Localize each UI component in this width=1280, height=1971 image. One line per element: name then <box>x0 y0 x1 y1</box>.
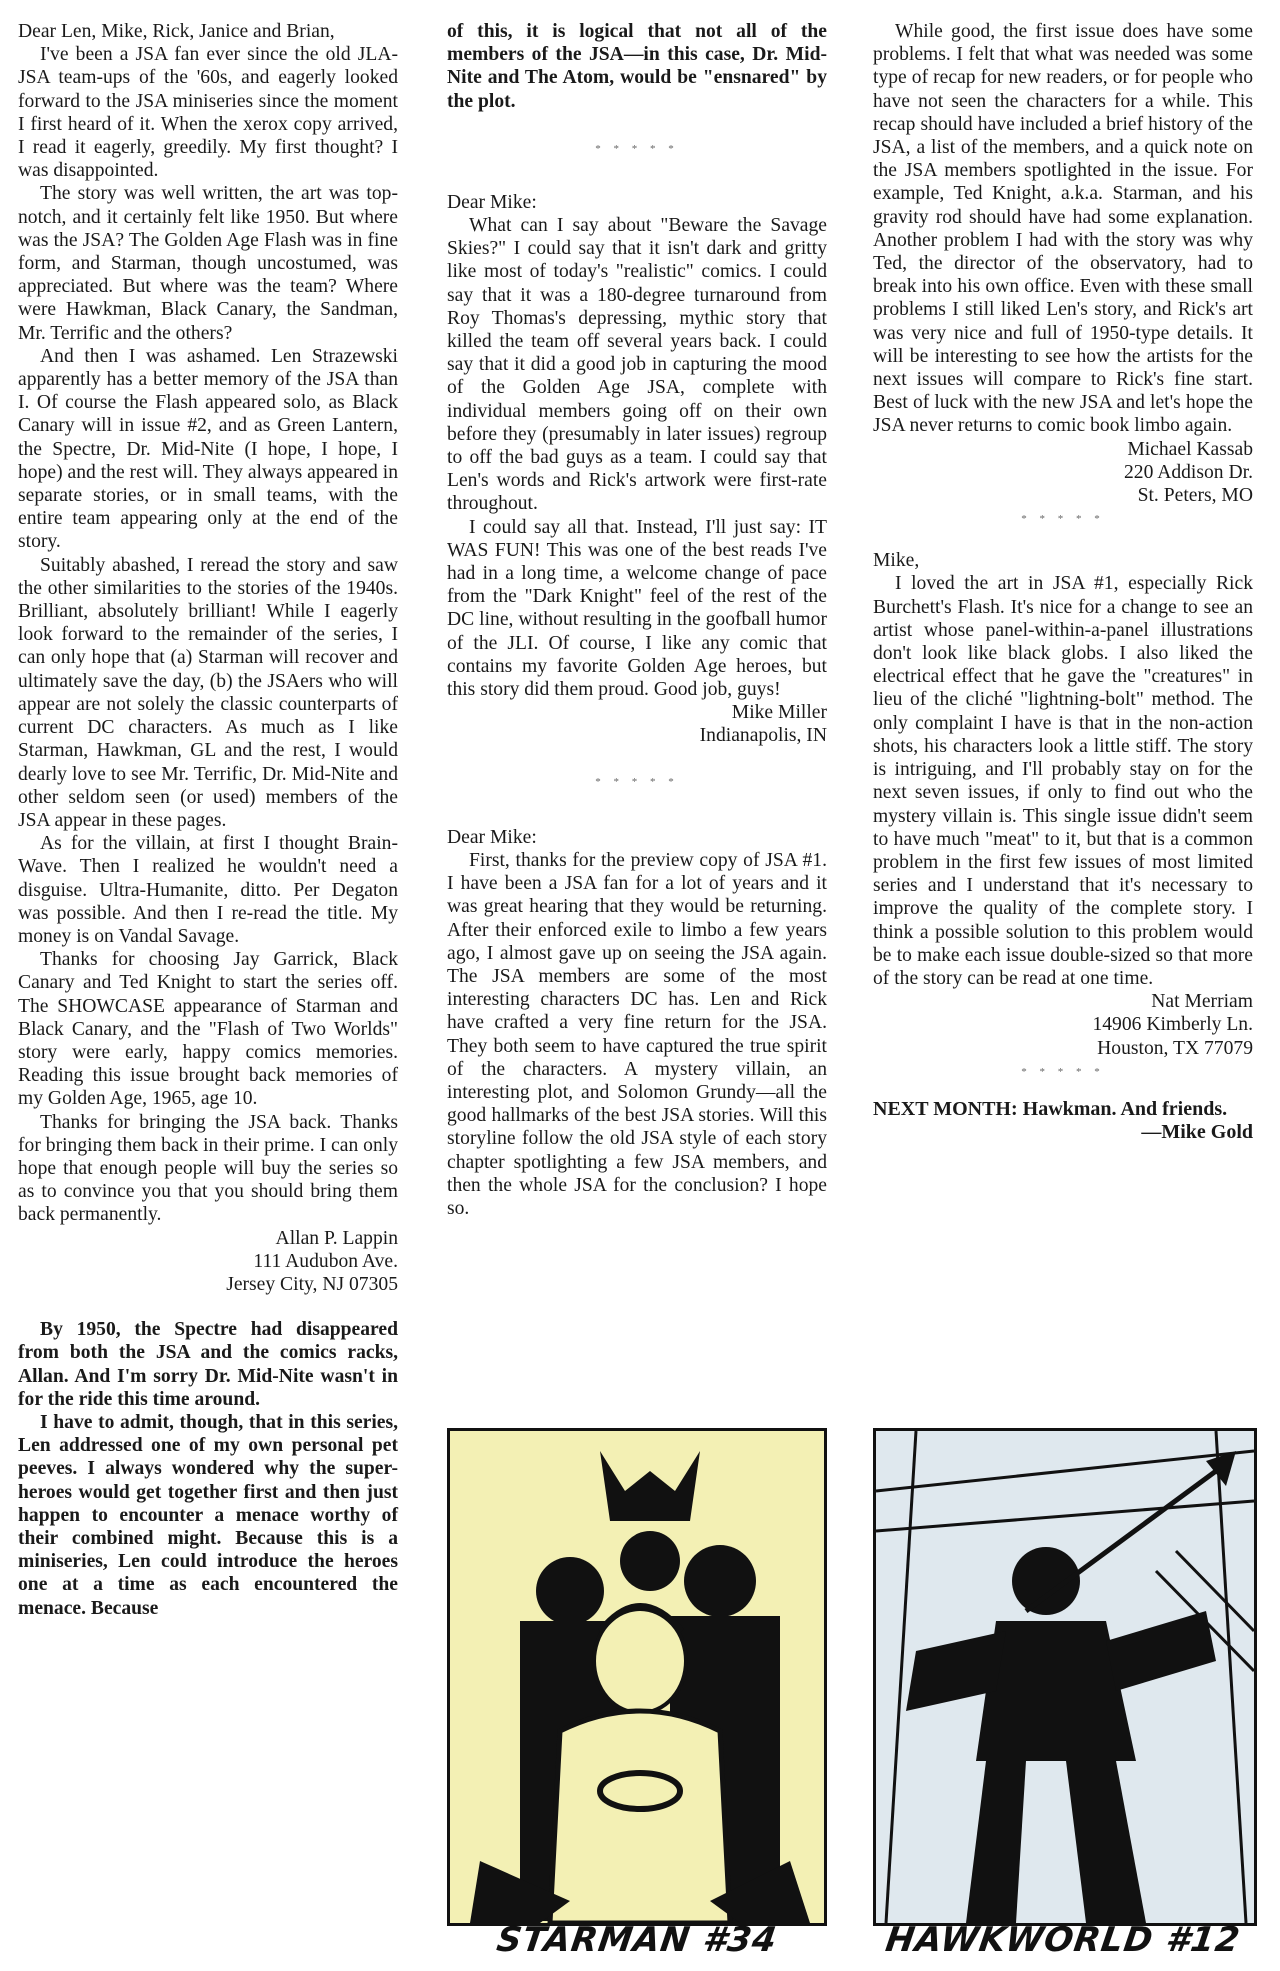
letter4-signature-address: 14906 Kimberly Ln. <box>1092 1014 1253 1036</box>
letter3-signature-name: Michael Kassab <box>1127 438 1253 460</box>
letter1-paragraph: Thanks for choosing Jay Garrick, Black Canary and Ted Knight to start the series off. The SHOWCASE appearance of Starman and Black Canary, and the "Flash of Two Worlds" story were early, happy comics memories. Reading this issue brought back memories of my Golden Age, 1965, age 10. <box>18 949 398 1110</box>
letter2-paragraph: What can I say about "Beware the Savage Skies?" I could say that it isn't dark and gritty like most of today's "realistic" comics. I could say that it was a 180-degree turnaround from Roy Thomas's depressing, mythic story that killed the team off several years back. I could say that it did a good job in capturing the mood of the Golden Age JSA, complete with individual members going off on their own before they (presumably in later issues) regroup to off the bad guys as a team. I could say that Len's words and Rick's artwork were first-rate throughout. <box>447 215 827 515</box>
starman-illustration <box>450 1431 824 1923</box>
section-divider: * * * * * <box>1021 1065 1105 1078</box>
letter3-paragraph-continued: While good, the first issue does have some problems. I felt that what was needed was some type of recap for new readers, or for people who have not seen the characters for a while. This recap should have included a brief history of the JSA, a list of the members, and a quick note on the JSA members spotlighted in the issue. For example, Ted Knight, a.k.a. Starman, and his gravity rod should have had some explanation. Another problem I had with the story was why Ted, the director of the observatory, had to break into his own office. Even with these small problems I still liked Len's story, and Rick's art was very nice and full of 1950-type details. It will be interesting to see how the artists for the next issues will compare to Rick's fine start. Best of luck with the new JSA and let's hope the JSA never returns to comic book limbo again. <box>873 21 1253 437</box>
letter1-signature-address: 111 Audubon Ave. <box>253 1250 398 1272</box>
starman-cover-art <box>447 1428 827 1926</box>
editor-reply: By 1950, the Spectre had disappeared from both the JSA and the comics racks, Allan. And I'm sorry Dr. Mid-Nite wasn't in for the ride this time around. <box>18 1319 398 1410</box>
letter3-signature-city: St. Peters, MO <box>1137 485 1253 507</box>
letter1-paragraph: Thanks for bringing the JSA back. Thanks for bringing them back in their prime. I can only hope that enough people will buy the series so as to convince you that you should bring them back permanently. <box>18 1111 398 1226</box>
letter1-signature-city: Jersey City, NJ 07305 <box>226 1273 398 1295</box>
letter1-paragraph: And then I was ashamed. Len Strazewski apparently has a better memory of the JSA than I. Of course the Flash appeared solo, as Black Canary will in issue #2, and as Green Lantern, the Spectre, Dr. Mid-Nite (I hope, I hope, I hope) and the rest will. They always appeared in separate stories, or in small teams, with the entire team appearing only at the end of the story. <box>18 345 398 553</box>
next-month-announcement: NEXT MONTH: Hawkman. And friends. <box>873 1097 1228 1120</box>
section-divider: * * * * * <box>595 142 679 155</box>
letters-column-3 <box>873 20 1253 1144</box>
letter2-salutation: Dear Mike: <box>447 191 537 213</box>
letter4-paragraph: I loved the art in JSA #1, especially Rick Burchett's Flash. It's nice for a change to see an artist whose panel-within-a-panel illustrations don't look like black globs. I also liked the electrical effect that he gave the "creatures" in lieu of the cliché "lightning-bolt" method. The only complaint I have is that in the non-action shots, his characters look a little stiff. The story is intriguing, and I'll probably stay on for the next seven issues, if only to find out who the mystery villain is. This single issue didn't seem to have much "meat" to it, but that is a common problem in the first few issues of most limited series and I understand that it's necessary to improve the quality of the complete story. I think a possible solution to this problem would be to make each issue double-sized so that more of the story can be read at one time. <box>873 573 1253 989</box>
hawkworld-cover-art <box>873 1428 1257 1926</box>
letter3-signature-address: 220 Addison Dr. <box>1123 461 1253 483</box>
starman-caption: STARMAN #34 <box>494 1920 780 1960</box>
letter1-salutation: Dear Len, Mike, Rick, Janice and Brian, <box>18 21 335 42</box>
letter1-paragraph: As for the villain, at first I thought Brain-Wave. Then I realized he wouldn't need a disguise. Ultra-Humanite, ditto. Per Degaton was possible. And then I re-read the title. My money is on Vandal Savage. <box>18 833 398 947</box>
hawkworld-caption: HAWKWORLD #12 <box>883 1920 1243 1960</box>
letter4-salutation: Mike, <box>873 550 920 572</box>
letter2-paragraph: I could say all that. Instead, I'll just say: IT WAS FUN! This was one of the best reads I've had in a long time, a welcome change of pace from the "Dark Knight" feel of the rest of the DC line, without resulting in the goofball humor of the JLI. Of course, I like any comic that contains my favorite Golden Age heroes, but this story did them proud. Good job, guys! <box>447 516 827 701</box>
letter1-paragraph: Suitably abashed, I reread the story and saw the other similarities to the stories of the 1940s. Brilliant, absolutely brilliant! While I eagerly look forward to the remainder of the series, I can only hope that (a) Starman will recover and ultimately save the day, (b) the JSAers who will appear are not solely the classic counterparts of current DC characters. As much as I like Starman, Hawkman, GL and the rest, I would dearly love to see Mr. Terrific, Dr. Mid-Nite and other seldom seen (or used) members of the JSA appear in these pages. <box>18 554 398 831</box>
letter4-signature-city: Houston, TX 77079 <box>1097 1037 1253 1059</box>
letter2-signature-name: Mike Miller <box>731 702 827 724</box>
section-divider: * * * * * <box>1021 513 1105 526</box>
section-divider: * * * * * <box>595 775 679 788</box>
hawkworld-illustration <box>876 1431 1254 1923</box>
editor-reply: I have to admit, though, that in this series, Len addressed one of my own personal pet peeves. I always wondered why the super-heroes would get together first and then just happen to encounter a menace worthy of their combined might. Because this is a miniseries, Len could introduce the heroes one at a time as each encountered the menace. Because <box>18 1411 398 1619</box>
letters-column-2 <box>447 20 827 1220</box>
editor-reply-continued: of this, it is logical that not all of the members of the JSA—in this case, Dr. Mid-Nite and The Atom, would be "ensnared" by the plot. <box>447 21 827 112</box>
letter3-salutation: Dear Mike: <box>447 826 537 848</box>
letter1-paragraph: The story was well written, the art was top-notch, and it certainly felt like 1950. But where was the JSA? The Golden Age Flash was in fine form, and Starman, though uncostumed, was appreciated. But where was the team? Where were Hawkman, Black Canary, the Sandman, Mr. Terrific and the others? <box>18 183 398 344</box>
letters-column-1 <box>18 20 398 1620</box>
letter2-signature-address: Indianapolis, IN <box>699 725 827 747</box>
letter1-signature-name: Allan P. Lappin <box>275 1227 398 1249</box>
editor-signature: —Mike Gold <box>1141 1120 1253 1143</box>
letter3-paragraph: First, thanks for the preview copy of JSA #1. I have been a JSA fan for a lot of years and it was great hearing that they would be returning. After their enforced exile to limbo a few years ago, I almost gave up on seeing the JSA again. The JSA members are some of the most interesting characters DC has. Len and Rick have crafted a very fine return for the JSA. They both seem to have captured the true spirit of the characters. A mystery villain, an interesting plot, and Solomon Grundy—all the good hallmarks of the best JSA stories. Will this storyline follow the old JSA style of each story chapter spotlighting a few JSA members, and then the whole JSA for the conclusion? I hope so. <box>447 849 827 1219</box>
letter1-paragraph: I've been a JSA fan ever since the old JLA-JSA team-ups of the '60s, and eagerly looked forward to the JSA miniseries since the moment I first heard of it. When the xerox copy arrived, I read it eagerly, greedily. My first thought? I was disappointed. <box>18 44 398 182</box>
letter4-signature-name: Nat Merriam <box>1151 991 1253 1013</box>
